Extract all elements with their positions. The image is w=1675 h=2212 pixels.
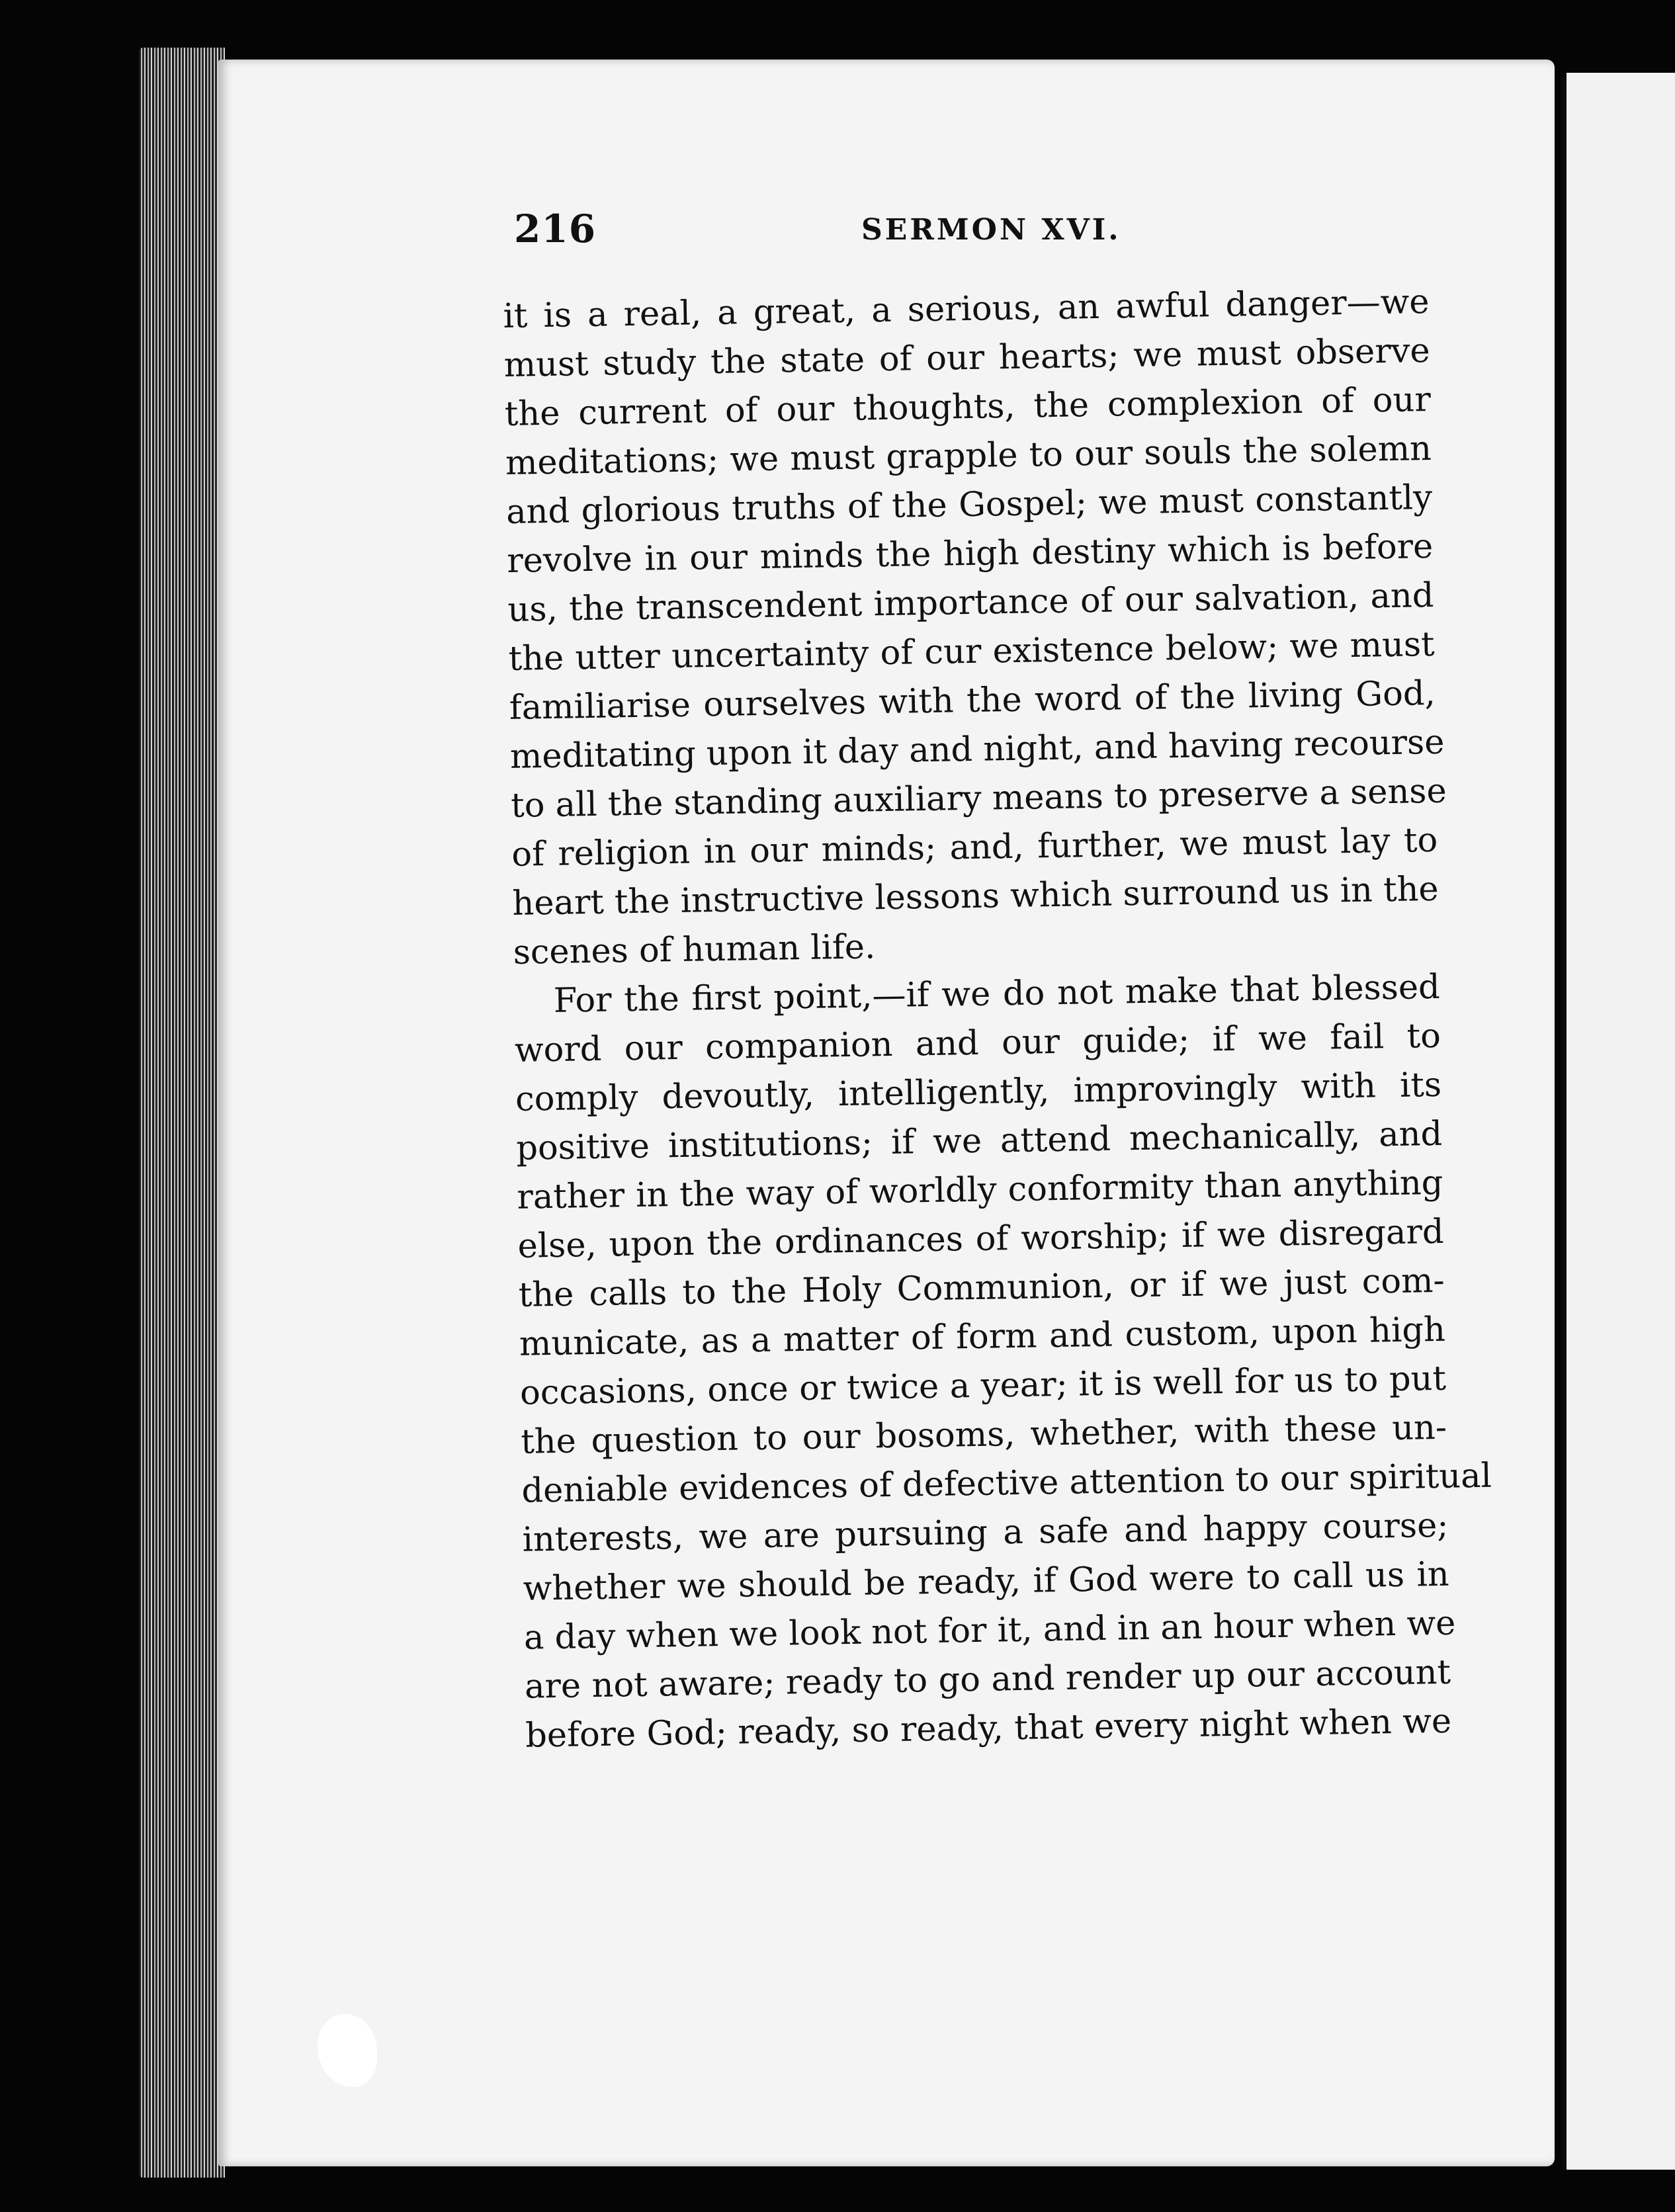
text-line: rather in the way of worldly conformity than anything [517,1163,1443,1217]
text-line: positive institutions; if we attend mechanically, and [515,1114,1443,1168]
text-line: to all the standing auxiliary means to preserve a sense [510,771,1447,826]
text-line: revolve in our minds the high destiny which is before [506,527,1434,581]
running-head: SERMON XVI. [861,213,1121,247]
text-line: else, upon the ordinances of worship; if we disregard [517,1212,1444,1266]
text-line: the question to our bosoms, whether, with these un- [520,1408,1447,1462]
text-line: it is a real, a great, a serious, an awful danger—we [503,282,1430,336]
facing-page [1561,73,1675,2170]
text-line: whether we should be ready, if God were to call us in [523,1554,1450,1609]
text-line: us, the transcendent importance of our salvation, and [507,575,1434,630]
text-line: For the first point,—if we do not make that blessed [553,967,1441,1021]
text-line: heart the instructive lessons which surround us in the [512,869,1439,923]
text-line: the utter uncertainty of cur existence below; we must [508,624,1436,679]
text-line: before God; ready, so ready, that every night when we [525,1701,1452,1756]
text-line: of religion in our minds; and, further, we must lay to [511,820,1438,874]
page-number: 216 [514,206,597,251]
text-line: municate, as a matter of form and custom, upon high [519,1310,1446,1364]
text-line: comply devoutly, intelligently, improvingly with its [515,1065,1442,1119]
text-line: deniable evidences of defective attention to our spiritual [521,1456,1492,1511]
text-line: are not aware; ready to go and render up our account [524,1652,1451,1707]
paragraph-1 [503,278,1447,978]
body-text [503,278,1492,1761]
text-line: the current of our thoughts, the complexion of our [504,380,1432,434]
text-line: interests, we are pursuing a safe and happy course; [522,1506,1449,1560]
page-header [296,206,1407,259]
text-line: familiarise ourselves with the word of the living God, [509,673,1436,728]
text-line: and glorious truths of the Gospel; we must constantly [505,478,1433,532]
page-edges [139,48,225,2178]
text-line: the calls to the Holy Communion, or if we just com- [518,1261,1445,1315]
text-line: meditations; we must grapple to our souls the solemn [505,429,1432,483]
text-line: a day when we look not for it, and in an hour when we [523,1603,1456,1658]
text-line: occasions, once or twice a year; it is well for us to put [519,1359,1447,1413]
text-line: meditating upon it day and night, and having recourse [509,722,1445,777]
text-line: word our companion and our guide; if we fail to [514,1016,1441,1070]
paragraph-2 [513,963,1492,1761]
text-line: scenes of human life. [513,927,876,972]
text-line: must study the state of our hearts; we must observe [503,331,1431,385]
